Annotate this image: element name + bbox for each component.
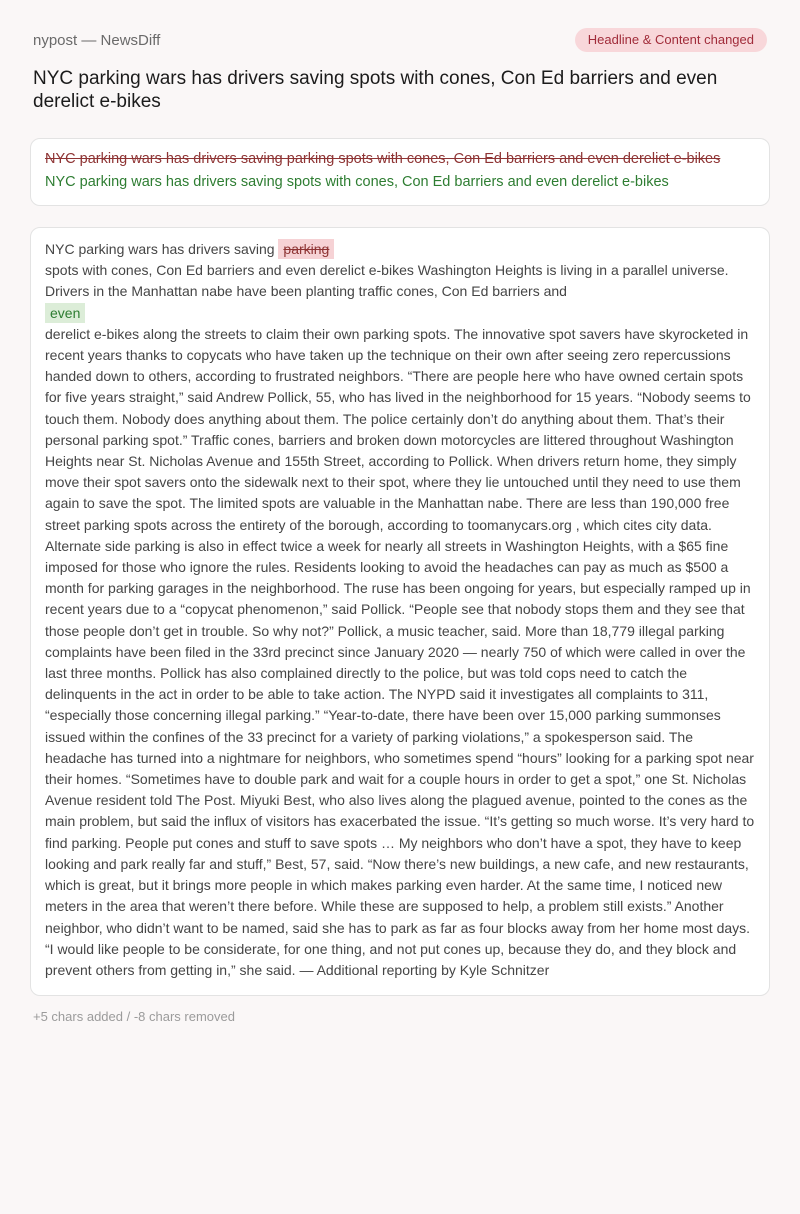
article-segment: NYC parking wars has drivers saving: [45, 241, 279, 257]
article-segment: spots with cones, Con Ed barriers and even derelict e-bikes Washington Heights is living in a parallel universe. Drivers in the Manhattan nabe have been planting traffic cones, Con Ed barriers and: [45, 262, 729, 300]
headline-diff-card: [30, 138, 770, 206]
article-body: [45, 239, 755, 981]
change-status-badge: Headline & Content changed: [575, 28, 767, 52]
topbar: [30, 28, 770, 52]
page-title: NYC parking wars has drivers saving spots with cones, Con Ed barriers and even derelict e-bikes: [33, 68, 718, 112]
article-diff-card: [30, 227, 770, 996]
diff-stats: +5 chars added / -8 chars removed: [33, 1009, 235, 1025]
added-text-chip: even: [45, 303, 85, 323]
source-label: nypost — NewsDiff: [33, 31, 161, 49]
old-headline: NYC parking wars has drivers saving parking spots with cones, Con Ed barriers and even derelict e-bikes: [45, 151, 721, 167]
removed-text-chip: parking: [278, 239, 334, 259]
article-segment: derelict e-bikes along the streets to claim their own parking spots. The innovative spot savers have skyrocketed in recent years thanks to copycats who have taken up the technique on their own after seeing zero repercussions handed down to others, according to frustrated neighbors. “There are people here who have owned certain spots for five years straight,” said Andrew Pollick, 55, who has lived in the neighborhood for 15 years. “Nobody seems to touch them. Nobody does anything about them. The police certainly don’t do anything about them. That’s their personal parking spot.” Traffic cones, barriers and broken down motorcycles are littered throughout Washington Heights near St. Nicholas Avenue and 155th Street, according to Pollick. When drivers return home, they simply move their spot savers onto the sidewalk next to their spot, where they lie untouched until they need to use them again to save the spot. The limited spots are valuable in the Manhattan nabe. There are less than 190,000 free street parking spots across the entirety of the borough, according to toomanycars.org , which cites city data. Alternate side parking is also in effect twice a week for nearly all streets in Washington Heights, with a $65 fine imposed for those who ignore the rules. Residents looking to avoid the headaches can pay as much as $500 a month for parking garages in the neighborhood. The ruse has been ongoing for years, but especially ramped up in recent years due to a “copycat phenomenon,” said Pollick. “People see that nobody stops them and they see that those people don’t get in trouble. So why not?” Pollick, a music teacher, said. More than 18,779 illegal parking complaints have been filed in the 33rd precinct since January 2020 — nearly 750 of which were called in over the last three months. Pollick has also complained directly to the police, but was told cops need to catch the delinquents in the act in order to be able to take action. The NYPD said it investigates all complaints to 311, “especially those concerning illegal parking.” “Year-to-date, there have been over 15,000 parking summonses issued within the confines of the 33 precinct for a variety of parking violations,” a spokesperson said. The headache has turned into a nightmare for neighbors, who sometimes spend “hours” looking for a parking spot near their homes. “Sometimes have to double park and wait for a couple hours in order to get a spot,” one St. Nicholas Avenue resident told The Post. Miyuki Best, who also lives along the plagued avenue, pointed to the cones as the main problem, but said the influx of visitors has exacerbated the issue. “It’s getting so much worse. It’s very hard to find parking. People put cones and stuff to save spots … My neighbors who don’t have a spot, they have to keep looking and park really far and stuff,” Best, 57, said. “Now there’s new buildings, a new cafe, and new restaurants, which is great, but it brings more people in which makes parking even harder. At the same time, I noticed new meters in the area that weren’t there before. While these are supposed to help, a problem still exists.” Another neighbor, who didn’t want to be named, said she has to park as far as four blocks away from her home most days. “I would like people to be considerate, for one thing, and not put cones up, because they do, and they block and prevent others from getting in,” she said. — Additional reporting by Kyle Schnitzer: [45, 325, 755, 978]
new-headline: NYC parking wars has drivers saving spots with cones, Con Ed barriers and even derelict e-bikes: [45, 174, 669, 190]
